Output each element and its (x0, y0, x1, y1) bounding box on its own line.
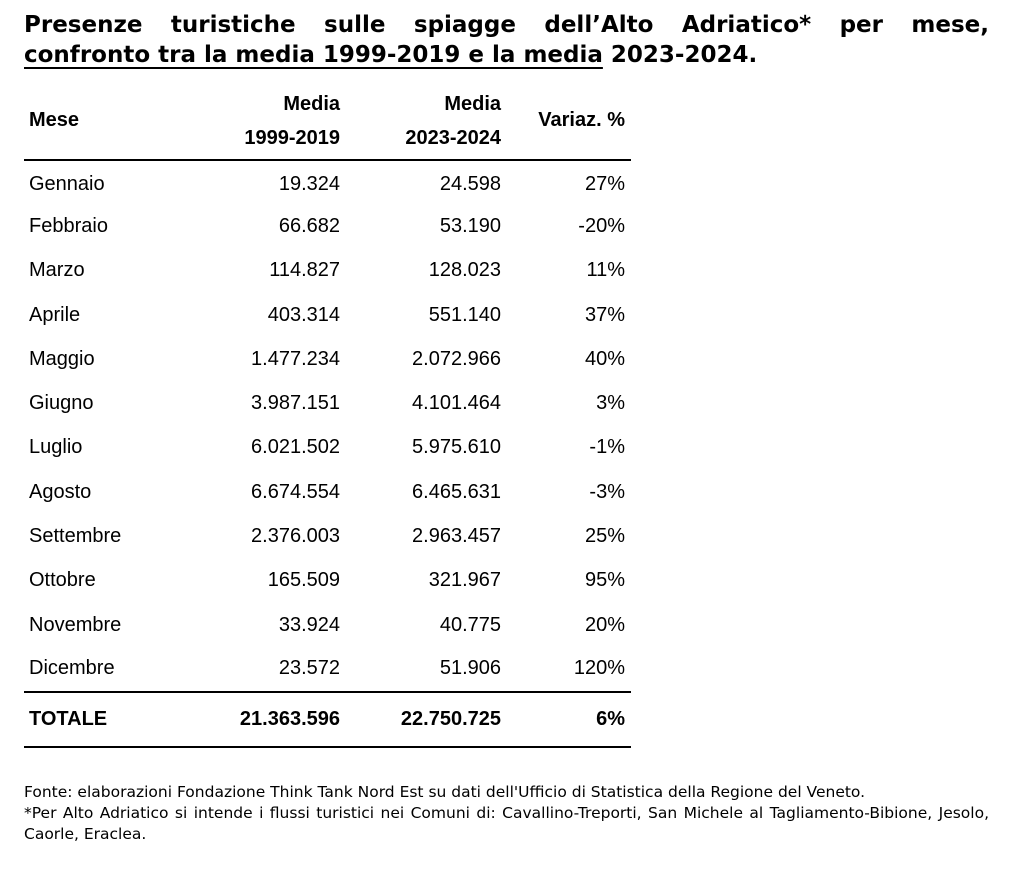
cell-mese: Novembre (29, 613, 122, 636)
cell-period-a: 6.674.554 (251, 480, 340, 503)
cell-variaz: 11% (586, 259, 625, 282)
table-row (24, 426, 631, 470)
cell-period-b: 6.465.631 (412, 480, 501, 503)
cell-period-b: 2.963.457 (412, 525, 501, 548)
table-row (24, 249, 631, 293)
cell-period-a: 403.314 (267, 303, 340, 326)
title-line-1: Presenze turistiche sulle spiagge dell’Alto Adriatico* per mese, (24, 12, 989, 38)
table-row (24, 559, 631, 603)
cell-period-b: 40.775 (439, 613, 501, 636)
table-row (24, 514, 631, 558)
cell-period-a: 23.572 (278, 657, 340, 680)
cell-variaz: -3% (589, 480, 625, 503)
table-row (24, 603, 631, 647)
cell-period-a: 3.987.151 (251, 392, 340, 415)
cell-mese: Marzo (29, 259, 85, 282)
cell-mese: Gennaio (29, 172, 105, 195)
title-line-2 (24, 40, 989, 70)
cell-period-b: 51.906 (439, 657, 501, 680)
cell-period-a: 66.682 (278, 214, 340, 237)
cell-mese: Luglio (29, 436, 83, 459)
total-period-b: 22.750.725 (346, 692, 507, 747)
cell-variaz: 40% (584, 347, 625, 370)
total-period-a: 21.363.596 (185, 692, 346, 747)
table-row (24, 647, 631, 691)
source-note: Fonte: elaborazioni Fondazione Think Tank Nord Est su dati dell'Ufficio di Statistica della Regione del Veneto. (24, 783, 866, 801)
cell-mese: Giugno (29, 392, 94, 415)
table-row (24, 381, 631, 425)
table-row (24, 293, 631, 337)
header-period-b-media: Media (444, 92, 501, 115)
cell-period-a: 1.477.234 (251, 347, 340, 370)
footnote: *Per Alto Adriatico si intende i flussi turistici nei Comuni di: Cavallino-Treporti, San Michele al Tagliamento-Bibione, Jesolo, Caorle, Eraclea. (24, 804, 989, 843)
header-period-a (185, 82, 346, 160)
header-period-b (346, 82, 507, 160)
cell-period-a: 165.509 (267, 569, 340, 592)
cell-variaz: 95% (584, 569, 625, 592)
table-row (24, 160, 631, 204)
cell-period-b: 128.023 (428, 259, 501, 282)
cell-period-b: 321.967 (428, 569, 501, 592)
cell-mese: Ottobre (29, 569, 96, 592)
cell-period-b: 4.101.464 (412, 392, 501, 415)
cell-mese: Aprile (29, 303, 81, 326)
cell-period-b: 5.975.610 (412, 436, 501, 459)
total-label: TOTALE (24, 692, 185, 747)
header-mese: Mese (24, 82, 185, 160)
cell-period-a: 6.021.502 (251, 436, 340, 459)
notes (24, 782, 989, 845)
table-row (24, 470, 631, 514)
cell-mese: Febbraio (29, 214, 108, 237)
cell-variaz: 37% (584, 303, 625, 326)
title-rest-part: 2023-2024. (602, 42, 758, 68)
cell-mese: Dicembre (29, 657, 115, 680)
cell-period-b: 53.190 (439, 214, 501, 237)
cell-variaz: 120% (573, 657, 625, 680)
total-variaz: 6% (507, 692, 631, 747)
cell-period-a: 33.924 (278, 613, 340, 636)
cell-variaz: 3% (596, 392, 625, 415)
cell-mese: Agosto (29, 480, 92, 503)
table-body (24, 160, 631, 692)
total-row (24, 692, 631, 747)
cell-variaz: 20% (584, 613, 625, 636)
title-underlined-part: confronto tra la media 1999-2019 e la media (24, 42, 603, 68)
table-title (24, 10, 989, 70)
header-variaz: Variaz. % (507, 82, 631, 160)
header-period-a-media: Media (283, 92, 340, 115)
cell-variaz: 25% (584, 525, 625, 548)
cell-period-b: 2.072.966 (412, 347, 501, 370)
cell-period-a: 114.827 (269, 259, 340, 282)
cell-variaz: -1% (589, 436, 625, 459)
header-period-b-years: 2023-2024 (405, 126, 501, 149)
cell-period-b: 24.598 (439, 172, 501, 195)
cell-variaz: -20% (578, 214, 625, 237)
table-row (24, 204, 631, 248)
tourism-table (24, 82, 631, 748)
cell-mese: Settembre (29, 525, 122, 548)
cell-mese: Maggio (29, 347, 95, 370)
cell-period-a: 2.376.003 (251, 525, 340, 548)
table-row (24, 337, 631, 381)
header-period-a-years: 1999-2019 (244, 126, 340, 149)
header-row (24, 82, 631, 160)
cell-period-b: 551.140 (428, 303, 501, 326)
cell-period-a: 19.324 (278, 172, 340, 195)
cell-variaz: 27% (584, 172, 625, 195)
